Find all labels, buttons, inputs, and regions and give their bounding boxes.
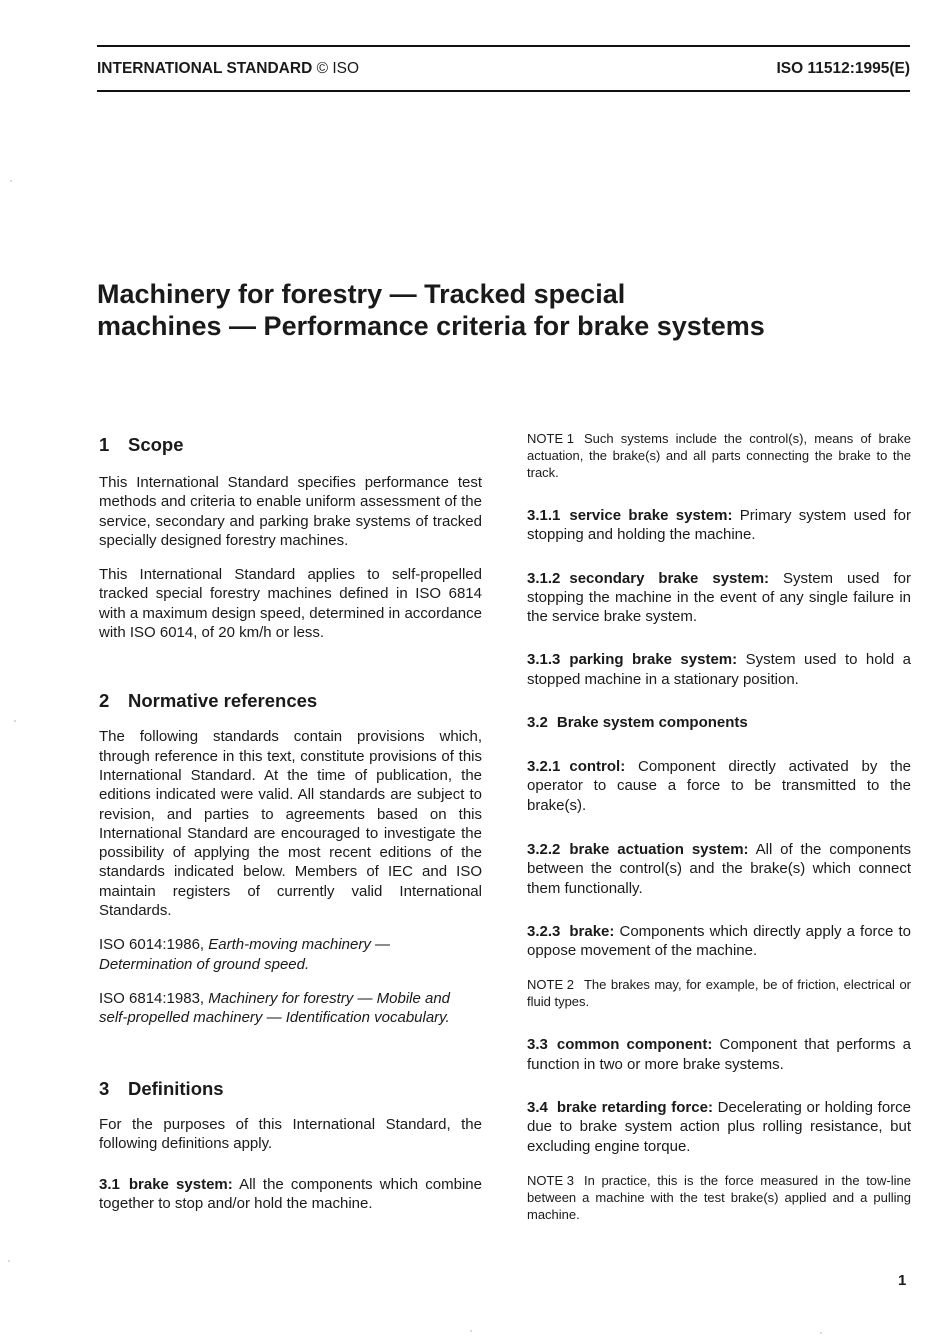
title-line-2: machines — Performance criteria for brake systems — [97, 311, 765, 341]
scope-paragraph-2: This International Standard applies to self-propelled tracked special forestry machines defined in ISO 6814 with a maximum design speed, determined in accordance with ISO 6014, of 20 km/h or less. — [99, 566, 482, 642]
definition-3-1-1: 3.1.1 service brake system: Primary system used for stopping and holding the machine. — [527, 507, 911, 544]
definition-3-2-1: 3.2.1 control: Component directly activated by the operator to cause a force to be transmitted to the brake(s). — [527, 758, 912, 814]
note-3: NOTE 3 In practice, this is the force measured in the tow-line between a machine with the test brake(s) applied and a pulling machine. — [527, 1172, 911, 1222]
header-standard-text: INTERNATIONAL STANDARD — [97, 60, 313, 77]
scan-speck — [820, 1332, 822, 1334]
scan-speck — [10, 180, 12, 182]
definition-3-1: 3.1 brake system: All the components which combine together to stop and/or hold the machine. — [99, 1176, 482, 1213]
reference-iso-6814: ISO 6814:1983, Machinery for forestry — Mobile and self-propelled machinery — Identification vocabulary. — [99, 989, 451, 1027]
scope-paragraph-1: This International Standard specifies performance test methods and criteria to enable uniform assessment of the service, secondary and parking brake systems of tracked specially designed forestry machines. — [99, 474, 482, 549]
header-bottom-rule — [97, 90, 910, 92]
document-title — [97, 278, 897, 342]
reference-iso-6014-title: Earth-moving machinery — Determination of ground speed. — [99, 936, 390, 973]
definition-3-3: 3.3 common component: Component that performs a function in two or more brake systems. — [527, 1036, 912, 1073]
definition-3-1-3: 3.1.3 parking brake system: System used to hold a stopped machine in a stationary position. — [527, 651, 911, 688]
definitions-intro: For the purposes of this International Standard, the following definitions apply. — [99, 1115, 482, 1152]
note-1: NOTE 1 Such systems include the control(s), means of brake actuation, the brake(s) and all parts connecting the brake to the track. — [527, 431, 911, 480]
definition-3-2-2: 3.2.2 brake actuation system: All of the components between the control(s) and the brake(s) which connect them functionally. — [527, 840, 912, 897]
term-control: control: — [569, 758, 626, 776]
term-brake-system: brake system: — [128, 1176, 233, 1194]
title-line-1: Machinery for forestry — Tracked special — [97, 279, 626, 309]
header-standard-label — [97, 60, 359, 78]
term-brake-retarding-force: brake retarding force: — [556, 1099, 713, 1117]
definition-3-4: 3.4 brake retarding force: Decelerating or holding force due to brake system action plus rolling resistance, but excluding engine torque. — [527, 1099, 912, 1155]
header-top-rule — [97, 45, 910, 47]
section-1-heading: 1 Scope — [99, 434, 184, 455]
section-3-heading: 3 Definitions — [99, 1077, 224, 1099]
normative-paragraph: The following standards contain provisions which, through reference in this text, constitute provisions of this International Standard. At the time of publication, the editions indicated were valid. All standards are subject to revision, and parties to agreements based on this International Standard are encouraged to investigate the possibility of applying the most recent editions of the standards indicated below. Members of IEC and ISO maintain registers of currently valid International Standards. — [99, 728, 482, 920]
term-common-component: common component: — [556, 1036, 713, 1054]
right-column — [527, 430, 911, 1223]
term-brake-actuation-system: brake actuation system: — [569, 840, 749, 858]
left-column — [99, 430, 482, 1214]
note-2: NOTE 2 The brakes may, for example, be of friction, electrical or fluid types. — [527, 977, 911, 1010]
definition-3-2-3: 3.2.3 brake: Components which directly apply a force to oppose movement of the machine. — [527, 922, 911, 960]
term-parking-brake-system: parking brake system: — [569, 651, 738, 669]
term-service-brake-system: service brake system: — [569, 507, 733, 524]
term-brake: brake: — [569, 922, 615, 940]
reference-iso-6014: ISO 6014:1986, Earth-moving machinery — Determination of ground speed. — [99, 936, 390, 973]
scan-speck — [470, 1330, 472, 1332]
scan-speck — [8, 1260, 10, 1262]
subsection-3-2-heading: 3.2 Brake system components — [527, 714, 748, 732]
term-secondary-brake-system: secondary brake system: — [569, 569, 770, 587]
page-number: 1 — [898, 1272, 907, 1289]
reference-iso-6814-title: Machinery for forestry — Mobile and self-propelled machinery — Identification vocabulary. — [99, 989, 451, 1027]
definition-3-1-2: 3.1.2 secondary brake system: System used for stopping the machine in the event of any single failure in the service brake system. — [527, 569, 911, 626]
header-document-number: ISO 11512:1995(E) — [776, 60, 910, 77]
scan-speck — [14, 720, 16, 722]
section-2-heading: 2 Normative references — [99, 690, 318, 712]
header-copyright: © ISO — [316, 60, 360, 77]
